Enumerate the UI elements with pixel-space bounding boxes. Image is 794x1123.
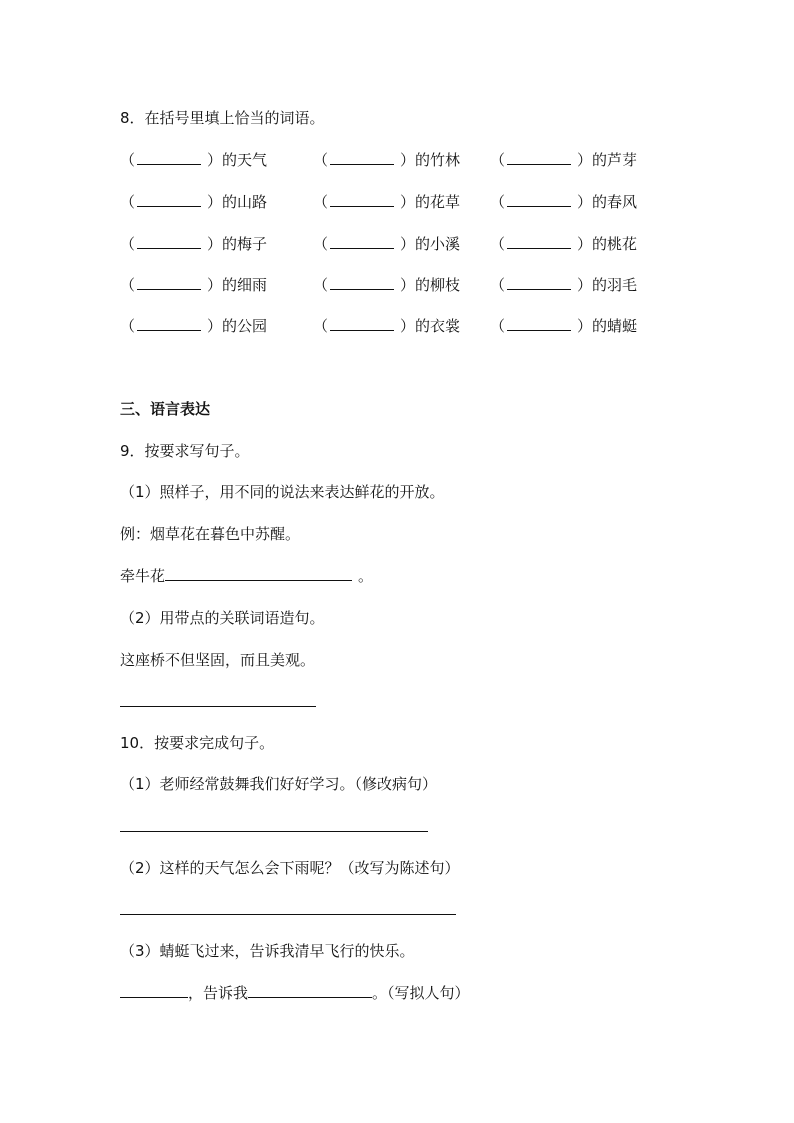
answer-blank[interactable] <box>165 568 352 581</box>
fill-in-word: 的春风 <box>592 193 638 211</box>
answer-end: 。 <box>358 567 374 585</box>
open-paren: （ <box>120 235 136 253</box>
fill-in-item <box>313 192 460 212</box>
question-9-example: 例：烟草花在暮色中苏醒。 <box>120 525 301 543</box>
fill-in-word: 的梅子 <box>222 235 268 253</box>
close-paren: ） <box>207 276 223 294</box>
fill-in-word: 的天气 <box>222 151 268 169</box>
question-9-sub1: （1）照样子，用不同的说法来表达鲜花的开放。 <box>120 483 445 501</box>
fill-in-item <box>313 275 460 295</box>
fill-in-blank[interactable] <box>137 236 201 249</box>
open-paren: （ <box>490 151 506 169</box>
open-paren: （ <box>120 193 136 211</box>
open-paren: （ <box>120 317 136 335</box>
open-paren: （ <box>313 317 329 335</box>
fill-in-word: 的小溪 <box>415 235 461 253</box>
answer-blank[interactable] <box>248 985 372 998</box>
close-paren: ） <box>207 193 223 211</box>
fill-in-item <box>313 234 460 254</box>
open-paren: （ <box>313 276 329 294</box>
fill-in-word: 的山路 <box>222 193 268 211</box>
fill-in-word: 的桃花 <box>592 235 638 253</box>
open-paren: （ <box>120 151 136 169</box>
open-paren: （ <box>490 193 506 211</box>
open-paren: （ <box>120 276 136 294</box>
question-9-title: 9．按要求写句子。 <box>120 442 250 460</box>
fill-in-word: 的衣裳 <box>415 317 461 335</box>
fill-in-item <box>313 316 460 336</box>
close-paren: ） <box>400 317 416 335</box>
question-9-sentence: 这座桥不但坚固，而且美观。 <box>120 651 316 669</box>
close-paren: ） <box>400 235 416 253</box>
fill-in-word: 的羽毛 <box>592 276 638 294</box>
fill-in-blank[interactable] <box>507 277 571 290</box>
fill-in-item <box>120 150 267 170</box>
fill-in-item <box>490 234 637 254</box>
fill-in-item <box>120 234 267 254</box>
fill-in-item <box>313 150 460 170</box>
fill-in-item <box>120 192 267 212</box>
answer-rule[interactable] <box>120 831 428 832</box>
fill-in-word: 的竹林 <box>415 151 461 169</box>
fill-in-item <box>120 275 267 295</box>
fill-in-blank[interactable] <box>137 152 201 165</box>
question-8-title: 8．在括号里填上恰当的词语。 <box>120 109 325 127</box>
fill-in-item <box>120 316 267 336</box>
close-paren: ） <box>577 151 593 169</box>
close-paren: ） <box>207 151 223 169</box>
fill-in-word: 的花草 <box>415 193 461 211</box>
answer-blank[interactable] <box>120 985 188 998</box>
fill-in-blank[interactable] <box>330 152 394 165</box>
close-paren: ） <box>577 235 593 253</box>
fill-in-item <box>490 150 637 170</box>
close-paren: ） <box>207 317 223 335</box>
fill-in-blank[interactable] <box>507 318 571 331</box>
question-9-answer-line <box>120 566 373 586</box>
question-10-sub1: （1）老师经常鼓舞我们好好学习。（修改病句） <box>120 775 438 793</box>
fill-in-item <box>490 192 637 212</box>
close-paren: ） <box>400 276 416 294</box>
fill-in-word: 的公园 <box>222 317 268 335</box>
fill-in-blank[interactable] <box>137 194 201 207</box>
fill-in-word: 的蜻蜓 <box>592 317 638 335</box>
section-3-title: 三、语言表达 <box>120 400 211 418</box>
close-paren: ） <box>400 151 416 169</box>
question-10-answer-line <box>120 983 470 1003</box>
answer-end: 。（写拟人句） <box>372 984 470 1002</box>
question-10-title: 10．按要求完成句子。 <box>120 734 275 752</box>
question-10-sub3: （3）蜻蜓飞过来，告诉我清早飞行的快乐。 <box>120 942 415 960</box>
fill-in-blank[interactable] <box>507 194 571 207</box>
open-paren: （ <box>490 276 506 294</box>
fill-in-blank[interactable] <box>137 318 201 331</box>
fill-in-word: 的芦芽 <box>592 151 638 169</box>
close-paren: ） <box>400 193 416 211</box>
open-paren: （ <box>490 317 506 335</box>
fill-in-blank[interactable] <box>507 236 571 249</box>
question-9-sub2: （2）用带点的关联词语造句。 <box>120 609 325 627</box>
fill-in-blank[interactable] <box>330 194 394 207</box>
answer-mid: ，告诉我 <box>188 984 249 1002</box>
fill-in-blank[interactable] <box>330 318 394 331</box>
fill-in-blank[interactable] <box>137 277 201 290</box>
close-paren: ） <box>577 276 593 294</box>
close-paren: ） <box>577 193 593 211</box>
close-paren: ） <box>577 317 593 335</box>
open-paren: （ <box>313 193 329 211</box>
answer-rule[interactable] <box>120 706 316 707</box>
fill-in-word: 的细雨 <box>222 276 268 294</box>
close-paren: ） <box>207 235 223 253</box>
fill-in-item <box>490 275 637 295</box>
fill-in-word: 的柳枝 <box>415 276 461 294</box>
open-paren: （ <box>313 235 329 253</box>
open-paren: （ <box>490 235 506 253</box>
fill-in-item <box>490 316 637 336</box>
fill-in-blank[interactable] <box>330 236 394 249</box>
answer-prefix: 牵牛花 <box>120 567 166 585</box>
open-paren: （ <box>313 151 329 169</box>
fill-in-blank[interactable] <box>507 152 571 165</box>
fill-in-blank[interactable] <box>330 277 394 290</box>
question-10-sub2: （2）这样的天气怎么会下雨呢？（改写为陈述句） <box>120 859 460 877</box>
answer-rule[interactable] <box>120 914 456 915</box>
